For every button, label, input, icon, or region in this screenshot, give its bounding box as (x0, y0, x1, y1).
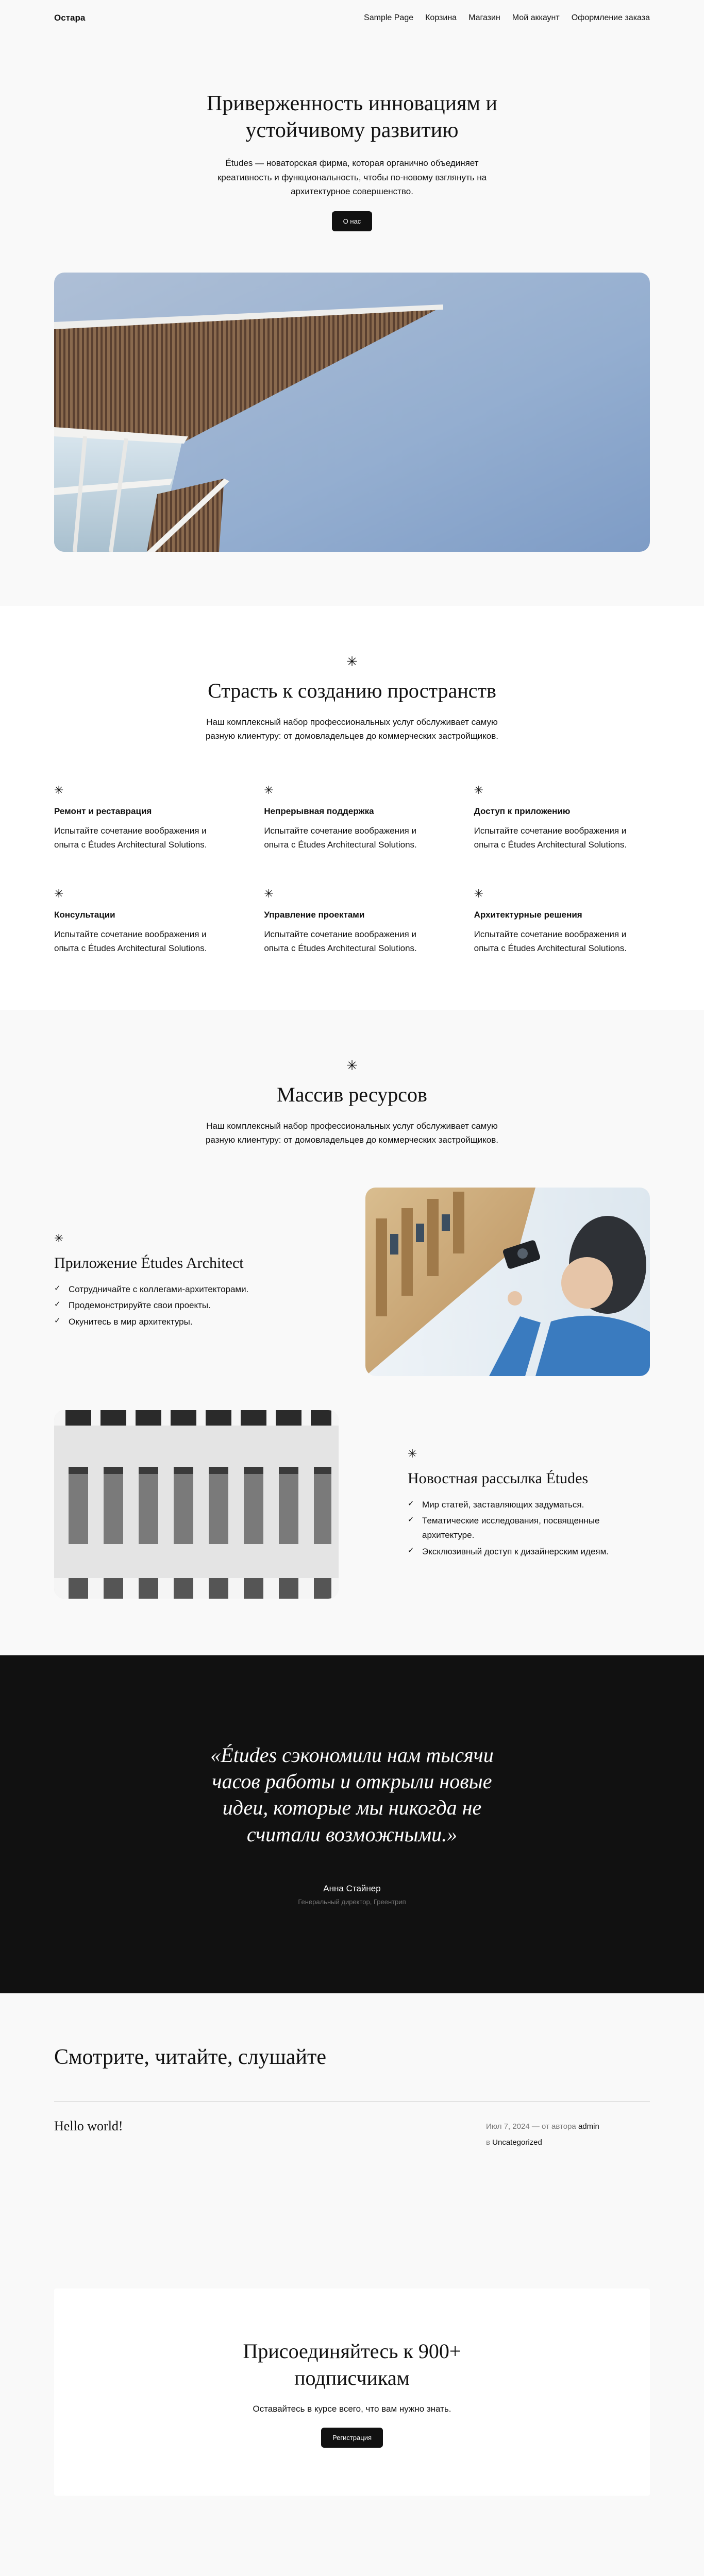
resources-section (0, 1010, 704, 1655)
posts-section (54, 1993, 650, 2496)
service-title: Архитектурные решения (474, 909, 582, 920)
service-text: Испытайте сочетание воображения и опыта с Études Architectural Solutions. (54, 929, 207, 954)
service-text: Испытайте сочетание воображения и опыта с Études Architectural Solutions. (474, 929, 627, 954)
subscribe-text: Оставайтесь в курсе всего, что вам нужно знать. (253, 2403, 451, 2414)
site-footer (54, 2496, 650, 2576)
service-item (474, 888, 650, 956)
list-item (54, 1298, 301, 1313)
list-item (408, 1545, 634, 1559)
list-item (408, 1514, 634, 1542)
service-title: Управление проектами (264, 909, 365, 920)
asterisk-icon: ✳ (346, 653, 358, 669)
services-title: Страсть к созданию пространств (208, 679, 496, 702)
list-item-text: Окунитесь в мир архитектуры. (69, 1316, 193, 1327)
services-grid (54, 785, 650, 956)
asterisk-icon: ✳ (264, 783, 274, 796)
list-item (54, 1282, 301, 1297)
hero-section (54, 36, 650, 552)
list-item-text: Продемонстрируйте свои проекты. (69, 1300, 211, 1311)
service-text: Испытайте сочетание воображения и опыта с Études Architectural Solutions. (264, 929, 417, 954)
post-title-link[interactable]: Hello world! (54, 2118, 123, 2133)
check-icon: ✓ (54, 1283, 61, 1293)
list-item (408, 1498, 634, 1512)
testimonial-role: Генеральный директор, Греентрип (298, 1897, 406, 1906)
facade-image (54, 1410, 339, 1599)
service-item (54, 888, 230, 956)
check-icon: ✓ (408, 1546, 414, 1555)
service-item (264, 785, 440, 852)
site-title[interactable]: Остара (54, 13, 86, 23)
subscribe-title: Присоединяйтесь к 900+ подписчикам (243, 2339, 461, 2389)
hero-title: Приверженность инновациям и устойчивому развитию (207, 92, 497, 143)
asterisk-icon: ✳ (54, 783, 64, 796)
list-item-text: Сотрудничайте с коллегами-архитекторами. (69, 1284, 249, 1294)
nav-sample-page[interactable]: Sample Page (364, 13, 414, 22)
register-button[interactable]: Регистрация (321, 2428, 383, 2448)
asterisk-icon: ✳ (474, 783, 484, 796)
post-meta (486, 2119, 650, 2289)
nav-checkout[interactable]: Оформление заказа (571, 13, 650, 22)
asterisk-icon: ✳ (264, 887, 274, 900)
service-title: Доступ к приложению (474, 806, 571, 816)
post-date: Июл 7, 2024 (486, 2122, 530, 2131)
service-item (264, 888, 440, 956)
check-icon: ✓ (408, 1515, 414, 1524)
service-item (474, 785, 650, 852)
nav-my-account[interactable]: Мой аккаунт (512, 13, 560, 22)
service-text: Испытайте сочетание воображения и опыта с Études Architectural Solutions. (474, 825, 627, 850)
service-text: Испытайте сочетание воображения и опыта с Études Architectural Solutions. (54, 825, 207, 850)
hero-text: Études — новаторская фирма, которая органично объединяет креативность и функциональность, чтобы по-новому взглянуть на архитектурное совершенство. (217, 158, 487, 197)
resources-text: Наш комплексный набор профессиональных услуг обслуживает самую разную клиентуру: от домовладельцев до коммерческих застройщиков. (205, 1121, 499, 1145)
nav-shop[interactable]: Магазин (468, 13, 500, 22)
posts-title: Смотрите, читайте, слушайте (54, 2045, 327, 2069)
asterisk-icon: ✳ (54, 887, 64, 900)
list-item-text: Тематические исследования, посвященные архитектуре. (422, 1516, 600, 1540)
newsletter-checklist (408, 1498, 634, 1558)
list-item-text: Мир статей, заставляющих задуматься. (422, 1499, 584, 1510)
subscribe-box (54, 2289, 650, 2496)
check-icon: ✓ (54, 1316, 61, 1325)
newsletter-row (54, 1410, 650, 1599)
service-item (54, 785, 230, 852)
newsletter-block (408, 1448, 634, 1561)
post-by: — от автора (531, 2122, 576, 2131)
services-section (0, 606, 704, 1010)
app-checklist (54, 1282, 301, 1329)
hero-building-image (54, 273, 650, 552)
nav-cart[interactable]: Корзина (425, 13, 457, 22)
site-header (54, 0, 650, 36)
testimonial-section (0, 1655, 704, 1993)
post-item (54, 2119, 650, 2289)
asterisk-icon: ✳ (346, 1057, 358, 1073)
services-text: Наш комплексный набор профессиональных услуг обслуживает самую разную клиентуру: от домовладельцев до коммерческих застройщиков. (205, 717, 499, 741)
service-title: Ремонт и реставрация (54, 806, 152, 816)
app-block (54, 1233, 301, 1331)
list-item-text: Эксклюзивный доступ к дизайнерским идеям. (422, 1546, 609, 1556)
list-item (54, 1315, 301, 1329)
main-nav (364, 13, 650, 23)
app-title: Приложение Études Architect (54, 1254, 244, 1272)
check-icon: ✓ (54, 1300, 61, 1309)
resources-title: Массив ресурсов (277, 1082, 427, 1106)
post-author-link[interactable]: admin (578, 2122, 599, 2131)
asterisk-icon: ✳ (474, 887, 484, 900)
service-title: Консультации (54, 909, 115, 920)
testimonial-author: Анна Стайнер (323, 1883, 381, 1893)
asterisk-icon: ✳ (408, 1447, 417, 1460)
photographer-image (365, 1188, 650, 1376)
newsletter-title: Новостная рассылка Études (408, 1469, 589, 1487)
service-title: Непрерывная поддержка (264, 806, 374, 816)
asterisk-icon: ✳ (54, 1231, 64, 1245)
service-text: Испытайте сочетание воображения и опыта с Études Architectural Solutions. (264, 825, 417, 850)
about-button[interactable]: О нас (332, 211, 373, 231)
post-in: в (486, 2138, 490, 2147)
post-category-link[interactable]: Uncategorized (492, 2138, 542, 2147)
testimonial-quote: «Études сэкономили нам тысячи часов работы и открыли новые идеи, которые мы никогда не считали возможными.» (210, 1743, 494, 1846)
check-icon: ✓ (408, 1499, 414, 1508)
app-row (54, 1188, 650, 1376)
